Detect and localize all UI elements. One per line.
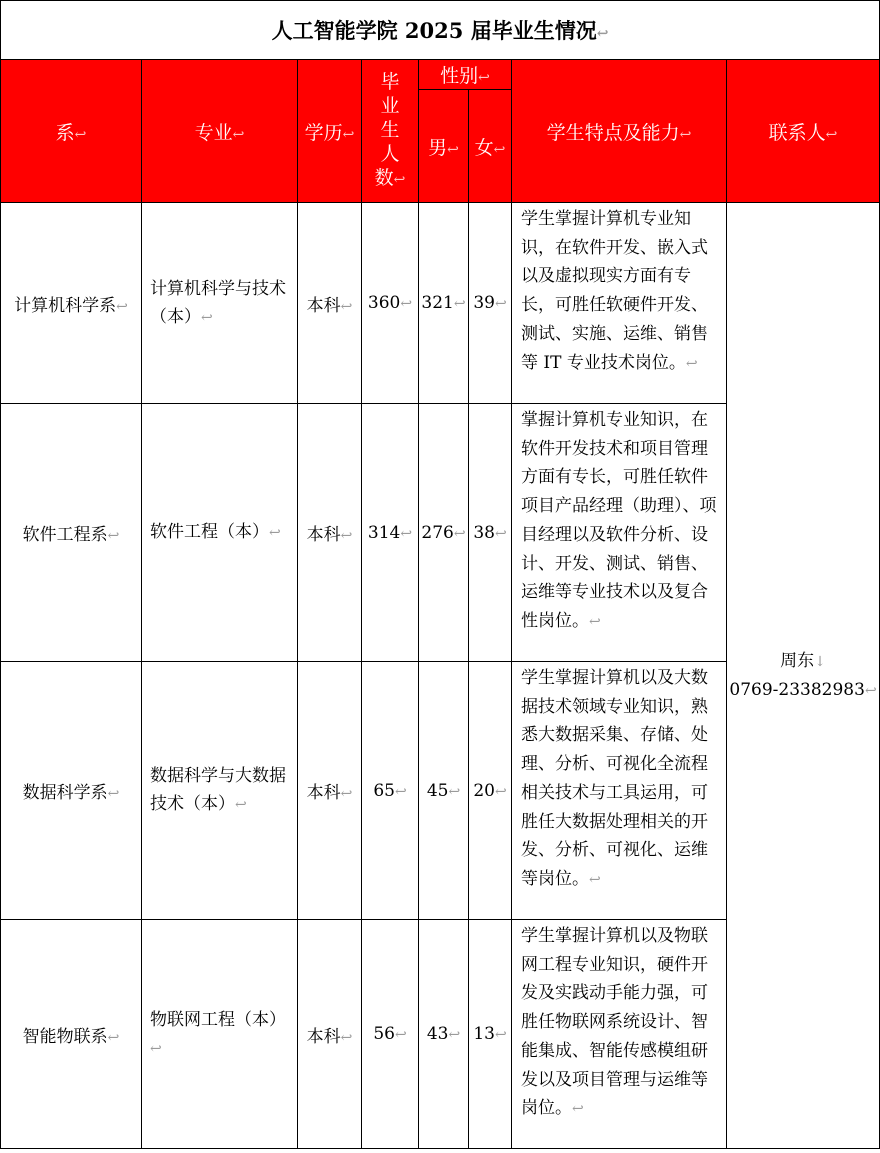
contact-phone: 0769-23382983 bbox=[729, 679, 865, 700]
major-cell: 软件工程（本）↩ bbox=[142, 404, 298, 662]
traits-cell: 学生掌握计算机以及物联网工程专业知识，硬件开发及实践动手能力强，可胜任物联网系统设计、智能集成、智能传感模组研发以及项目管理与运维等岗位。↩ bbox=[512, 920, 727, 1149]
traits-cell: 掌握计算机专业知识，在软件开发技术和项目管理方面有专长，可胜任软件项目产品经理（助理）、项目经理以及软件分析、设计、开发、测试、销售、运维等专业技术以及复合性岗位。↩ bbox=[512, 404, 727, 662]
major-cell: 数据科学与大数据技术（本）↩ bbox=[142, 662, 298, 920]
graduates-cell: 56↩ bbox=[362, 920, 419, 1149]
department-cell: 计算机科学系↩ bbox=[1, 203, 142, 404]
graduates-cell: 314↩ bbox=[362, 404, 419, 662]
title-row bbox=[1, 1, 880, 60]
traits-cell: 学生掌握计算机以及大数据技术领域专业知识，熟悉大数据采集、存储、处理、分析、可视化全流程相关技术与工具运用，可胜任大数据处理相关的开发、分析、可视化、运维等岗位。↩ bbox=[512, 662, 727, 920]
contact-name: 周东 bbox=[780, 650, 815, 671]
header-major: 专业↩ bbox=[142, 60, 298, 203]
graduates-cell: 360↩ bbox=[362, 203, 419, 404]
header-row-1 bbox=[1, 60, 880, 90]
header-contact: 联系人↩ bbox=[727, 60, 880, 203]
table-row bbox=[1, 203, 880, 404]
header-male: 男↩ bbox=[419, 90, 469, 203]
degree-cell: 本科↩ bbox=[298, 662, 362, 920]
degree-cell: 本科↩ bbox=[298, 203, 362, 404]
male-cell: 321↩ bbox=[419, 203, 469, 404]
female-cell: 38↩ bbox=[469, 404, 512, 662]
header-graduates: 毕 业 生 人 数↩ bbox=[362, 60, 419, 203]
header-female: 女↩ bbox=[469, 90, 512, 203]
header-traits: 学生特点及能力↩ bbox=[512, 60, 727, 203]
major-cell: 物联网工程（本）↩ bbox=[142, 920, 298, 1149]
department-cell: 智能物联系↩ bbox=[1, 920, 142, 1149]
department-cell: 软件工程系↩ bbox=[1, 404, 142, 662]
major-cell: 计算机科学与技术（本）↩ bbox=[142, 203, 298, 404]
graduates-cell: 65↩ bbox=[362, 662, 419, 920]
degree-cell: 本科↩ bbox=[298, 404, 362, 662]
contact-cell: 周东↓ 0769-23382983↩ bbox=[727, 203, 880, 1149]
header-degree: 学历↩ bbox=[298, 60, 362, 203]
traits-cell: 学生掌握计算机专业知识，在软件开发、嵌入式以及虚拟现实方面有专长，可胜任软硬件开发、测试、实施、运维、销售等 IT 专业技术岗位。↩ bbox=[512, 203, 727, 404]
page-title: 人工智能学院 2025 届毕业生情况↩ bbox=[1, 1, 880, 60]
male-cell: 276↩ bbox=[419, 404, 469, 662]
header-department: 系↩ bbox=[1, 60, 142, 203]
degree-cell: 本科↩ bbox=[298, 920, 362, 1149]
female-cell: 39↩ bbox=[469, 203, 512, 404]
female-cell: 20↩ bbox=[469, 662, 512, 920]
male-cell: 43↩ bbox=[419, 920, 469, 1149]
header-gender: 性别↩ bbox=[419, 60, 512, 90]
female-cell: 13↩ bbox=[469, 920, 512, 1149]
male-cell: 45↩ bbox=[419, 662, 469, 920]
department-cell: 数据科学系↩ bbox=[1, 662, 142, 920]
